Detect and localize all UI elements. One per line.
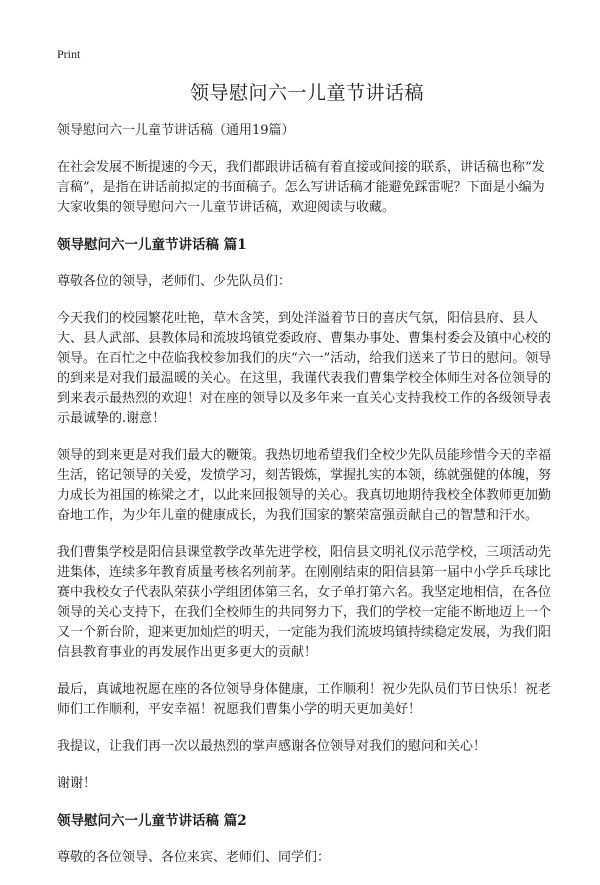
section-heading: 领导慰问六一儿童节讲话稿 篇2: [57, 813, 247, 829]
print-link[interactable]: Print: [57, 47, 81, 61]
page-title: 领导慰问六一儿童节讲话稿: [189, 82, 424, 104]
paragraph: 今天我们的校园繁花吐艳，草木含笑，到处洋溢着节日的喜庆气氛，阳信县府、县人大、县人武部、县教体局和流坡坞镇党委政府、曹集办事处、曹集村委会及镇中心校的领导。在百忙之中莅临我校参加我们的庆“六一”活动，给我们送来了节日的慰问。领导的到来是对我们最温暖的关心。在这里，我谨代表我们曹集学校全体师生对各位领导的到来表示最热烈的欢迎！对在座的领导以及多年来一直关心支持我校工作的各级领导表示最诚挚的.谢意！: [57, 311, 552, 426]
paragraph: 最后，真诚地祝愿在座的各位领导身体健康，工作顺利！祝少先队员们节日快乐！祝老师们工作顺利，平安幸福！祝愿我们曹集小学的明天更加美好！: [57, 682, 552, 717]
section-heading: 领导慰问六一儿童节讲话稿 篇1: [57, 237, 247, 253]
paragraph: 尊敬各位的领导，老师们、少先队员们：: [57, 274, 292, 289]
document-body: [57, 78, 557, 885]
paragraph: 我提议，让我们再一次以最热烈的掌声感谢各位领导对我们的慰问和关心！: [57, 739, 487, 754]
paragraph: 尊敬的各位领导、各位来宾、老师们、同学们：: [57, 850, 331, 865]
paragraph: 我们曹集学校是阳信县课堂教学改革先进学校，阳信县文明礼仪示范学校，三项活动先进集体，连续多年教育质量考核名列前茅。在刚刚结束的阳信县第一届中小学乒乓球比赛中我校女子代表队荣获小学组团体第三名，女子单打第六名。我坚定地相信，在各位领导的关心支持下，在我们全校师生的共同努力下，我们的学校一定能不断地迈上一个又一个新台阶，迎来更加灿烂的明天，一定能为我们流坡坞镇持续稳定发展，为我们阳信县教育事业的再发展作出更多更大的贡献！: [57, 545, 552, 660]
intro-paragraph: 在社会发展不断提速的今天，我们都跟讲话稿有着直接或间接的联系，讲话稿也称“发言稿”，是指在讲话前拟定的书面稿子。怎么写讲话稿才能避免踩雷呢？下面是小编为大家收集的领导慰问六一儿童节讲话稿，欢迎阅读与收藏。: [57, 160, 545, 215]
document-subtitle: 领导慰问六一儿童节讲话稿（通用19篇）: [57, 123, 295, 138]
paragraph: 领导的到来更是对我们最大的鞭策。我热切地希望我们全校少先队员能珍惜今天的幸福生活，铭记领导的关爱，发愤学习，刻苦锻炼，掌握扎实的本领，练就强健的体魄，努力成长为祖国的栋梁之才，以此来回报领导的关心。我真切地期待我校全体教师更加勤奋地工作，为少年儿童的健康成长，为我们国家的繁荣富强贡献自己的智慧和汗水。: [57, 448, 552, 523]
paragraph: 谢谢！: [57, 776, 97, 791]
